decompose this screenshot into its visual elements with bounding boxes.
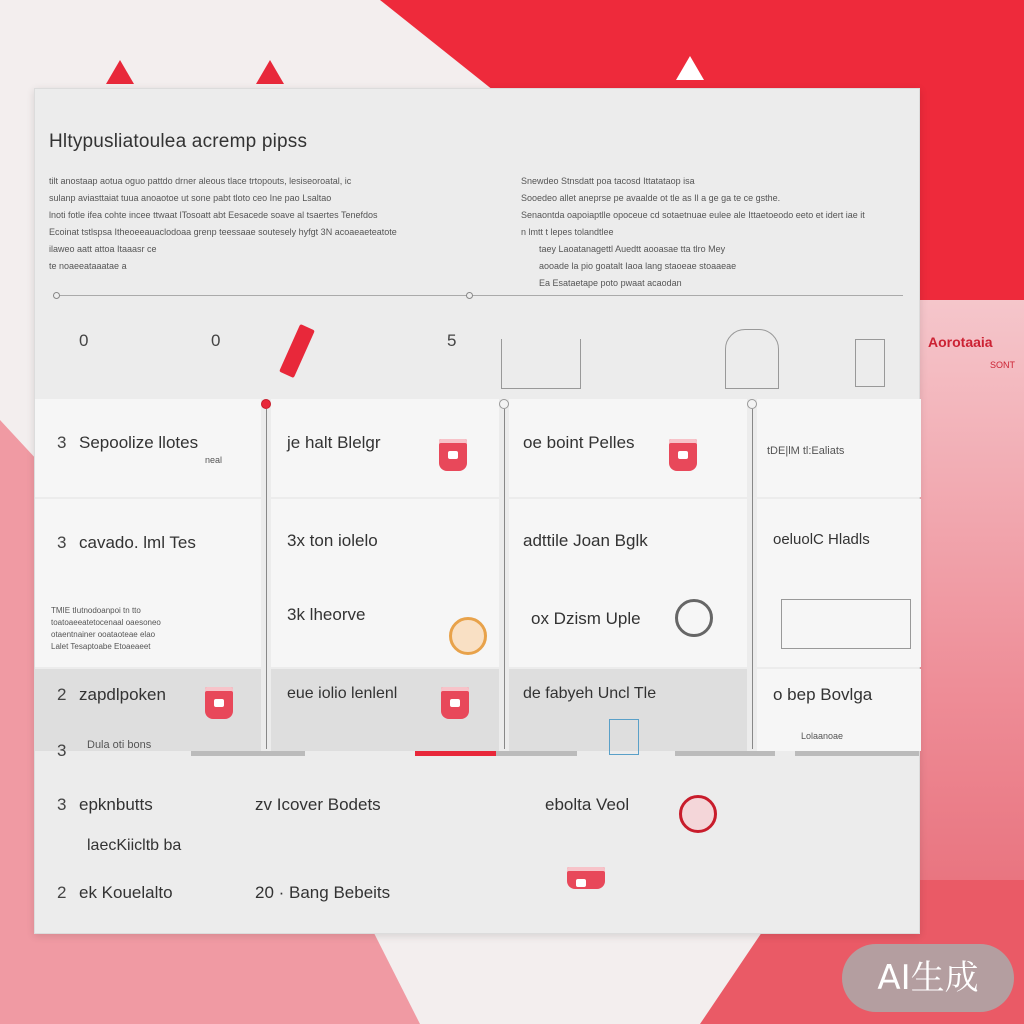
pen-icon xyxy=(279,324,315,378)
intro-left-text xyxy=(49,173,469,275)
timeline-line xyxy=(266,409,267,749)
row-label: tDE|lM tl:Ealiats xyxy=(767,445,845,457)
intro-line: taey Laoatanagettl Auedtt aooasae tta tlro Mey xyxy=(539,244,726,254)
note-line: otaentnainer ooataoteae elao xyxy=(51,630,156,639)
badge-icon xyxy=(679,795,717,833)
qr-sketch-icon xyxy=(609,719,639,755)
intro-line: te noaeeataaatae a xyxy=(49,261,127,271)
note-line: toatoaeeatetocenaal oaesoneo xyxy=(51,618,161,627)
house-sketch-icon xyxy=(501,339,581,389)
row-number: 2 xyxy=(57,883,67,902)
row-label: eue iolio lenlenl xyxy=(287,685,398,702)
cup-icon xyxy=(205,687,233,719)
row-label: 3k lheorve xyxy=(287,605,366,624)
separator-node xyxy=(466,292,473,299)
row-label: 3x ton iolelo xyxy=(287,531,378,550)
flower-icon xyxy=(449,617,487,655)
side-label: Aorotaaia xyxy=(928,334,993,350)
intro-line: Sooedeo allet aneprse pe avaalde ot tle as Il a ge ga te ce gsthe. xyxy=(521,193,781,203)
row-label: ebolta Veol xyxy=(545,795,630,814)
row-label: zv Icover Bodets xyxy=(255,795,381,814)
building-sketch-icon xyxy=(725,329,779,389)
row-label: laecKiicltb ba xyxy=(87,837,182,854)
row-label: Sepoolize llotes xyxy=(79,433,199,452)
progress-fill xyxy=(415,751,496,756)
column-number: 0 xyxy=(79,331,89,350)
grid-cell xyxy=(509,499,747,667)
row-number: 3 xyxy=(57,795,67,814)
separator-node xyxy=(53,292,60,299)
cup-icon xyxy=(439,439,467,471)
map-sketch-icon xyxy=(781,599,911,649)
intro-line: Ecoinat tstlspsa Itheoeeauaclodoaa grenp teessaae soutesely hyfgt 3N acoaeaeteatote xyxy=(49,227,397,237)
note-line: TMIE tIutnodoanpoi tn tto xyxy=(51,606,141,615)
timeline-node xyxy=(261,399,271,409)
progress-track xyxy=(675,751,775,756)
intro-line: ilaweo aatt attoa Itaaasr ce xyxy=(49,244,157,254)
row-label: je halt Blelgr xyxy=(287,433,381,452)
row-label: oeluolC Hladls xyxy=(773,531,870,548)
intro-line: n lmtt t lepes tolandtlee xyxy=(521,227,614,237)
decorative-ear-icon xyxy=(676,56,704,80)
row-label: de fabyeh Uncl Tle xyxy=(523,685,657,702)
intro-line: lnoti fotle ifea cohte incee ttwaat lTosoatt abt Eesacede soave al tsaertes Tenefdos xyxy=(49,210,378,220)
note-line: Lalet Tesaptoabe Etoaeaeet xyxy=(51,642,151,651)
decorative-ear-icon xyxy=(256,60,284,84)
ai-generated-badge: AI生成 xyxy=(842,944,1014,1012)
row-label: epknbutts xyxy=(79,795,153,814)
intro-line: Ea Esataetape poto pwaat acaodan xyxy=(539,278,682,288)
row-label: adttile Joan Bglk xyxy=(523,531,648,550)
side-label-small: SONT xyxy=(990,360,1016,370)
row-label: oe boint Pelles xyxy=(523,433,635,452)
page-title: Hltypusliatoulea acremp pipss xyxy=(49,131,308,152)
intro-line: tilt anostaap aotua oguo pattdo drner aleous tlace trtopouts, lesiseoroatal, ic xyxy=(49,176,352,186)
intro-line: sulanp aviasttaiat tuua anoaotoe ut sone pabt tloto ceo Ine pao Lsaltao xyxy=(49,193,332,203)
row-label: 20 · Bang Bebeits xyxy=(255,883,391,902)
row-label: Lolaanoae xyxy=(801,731,844,741)
row-number: 3 xyxy=(57,741,67,760)
progress-track xyxy=(191,751,305,756)
intro-right-text xyxy=(521,173,901,292)
row-label: cavado. lml Tes xyxy=(79,533,196,552)
cup-icon xyxy=(669,439,697,471)
side-notes xyxy=(51,605,221,653)
timeline-line xyxy=(504,409,505,749)
column-number: 0 xyxy=(211,331,221,350)
cup-icon xyxy=(441,687,469,719)
progress-track xyxy=(795,751,919,756)
decorative-ear-icon xyxy=(106,60,134,84)
timeline-line xyxy=(752,409,753,749)
row-label: zapdlpoken xyxy=(79,685,166,704)
row-label: o bep Bovlga xyxy=(773,685,873,704)
timeline-node xyxy=(499,399,509,409)
tower-sketch-icon xyxy=(855,339,885,387)
intro-line: aooade la pio goatalt Iaoa lang staoeae stoaaeae xyxy=(539,261,737,271)
column-number: 5 xyxy=(447,331,457,350)
row-number: 2 xyxy=(57,685,67,704)
separator-line xyxy=(53,295,903,296)
ticket-icon xyxy=(567,867,605,889)
bike-sketch-icon xyxy=(675,599,713,637)
row-label: ox Dzism Uple xyxy=(531,609,641,628)
row-label: ek Kouelalto xyxy=(79,883,173,902)
intro-line: Snewdeo Stnsdatt poa tacosd Ittatataop isa xyxy=(521,176,695,186)
intro-line: Senaontda oapoiaptlle opoceue cd sotaetnuae eulee ale Ittaetoeodo eeto et idert iae it xyxy=(521,210,865,220)
row-number: 3 xyxy=(57,533,67,552)
row-sublabel: neal xyxy=(205,455,223,465)
row-number: 3 xyxy=(57,433,67,452)
row-label: Dula oti bons xyxy=(87,739,152,751)
infographic-card xyxy=(34,88,920,934)
timeline-node xyxy=(747,399,757,409)
